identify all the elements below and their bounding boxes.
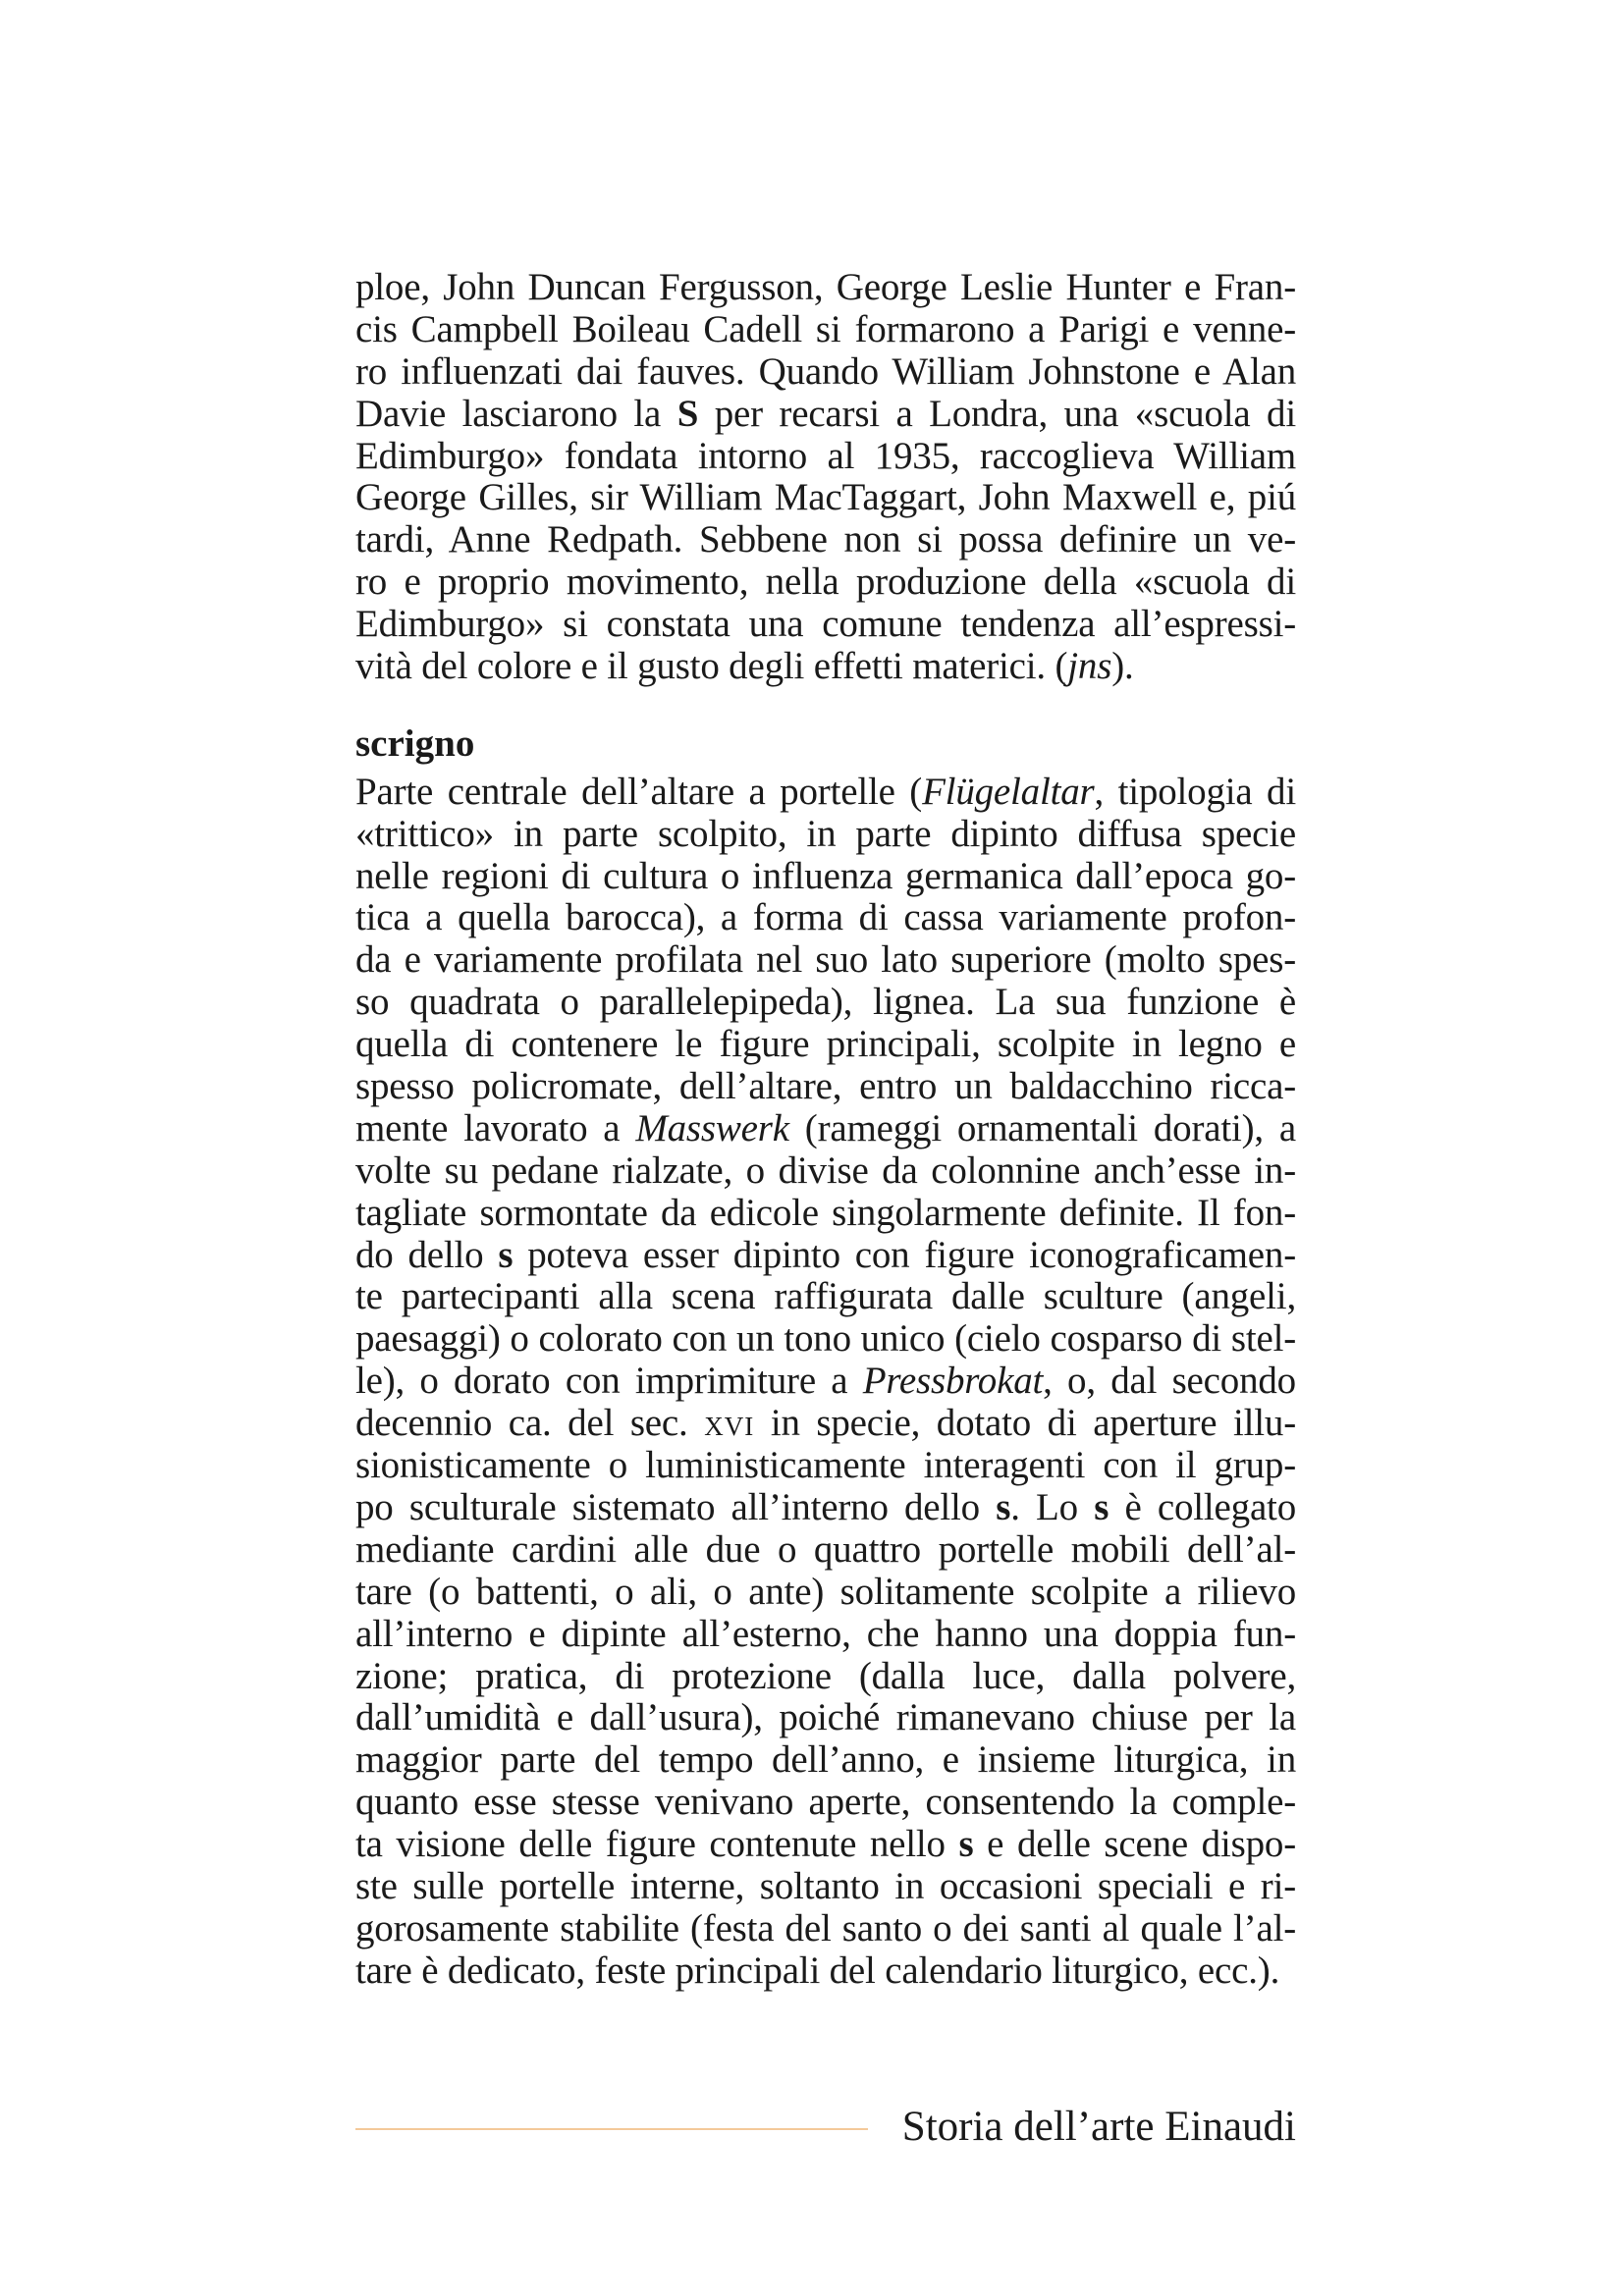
text-run: e delle scene dispo- <box>973 1823 1296 1866</box>
text-line: mediante cardini alle due o quattro portelle mobili dell’al- <box>355 1527 1296 1571</box>
italic-term: Flügelaltar <box>922 770 1095 813</box>
abbrev-bold: s <box>958 1823 974 1866</box>
text-line <box>355 646 1296 688</box>
text-line: all’interno e dipinte all’esterno, che hanno una doppia fun- <box>355 1612 1296 1655</box>
text-run: le), o dorato con imprimiture a <box>355 1360 863 1403</box>
italic-term: Masswerk <box>635 1106 789 1149</box>
entry-text <box>355 772 1296 1993</box>
text-run: . Lo <box>1010 1485 1095 1528</box>
abbrev-bold: s <box>498 1233 514 1276</box>
text-run: ta visione delle figure contenute nello <box>355 1823 959 1866</box>
text-line: zione; pratica, di protezione (dalla luce, dalla polvere, <box>355 1654 1296 1697</box>
text-line: te partecipanti alla scena raffigurata dalle sculture (angeli, <box>355 1275 1296 1318</box>
text-line: Edimburgo» fondata intorno al 1935, raccoglieva William <box>355 434 1296 477</box>
text-line <box>355 1824 1296 1866</box>
italic-term: jns <box>1067 645 1112 688</box>
text-line: maggior parte del tempo dell’anno, e insieme liturgica, in <box>355 1738 1296 1782</box>
page-footer <box>355 2103 1296 2152</box>
text-run: do dello <box>355 1233 499 1276</box>
text-run: per recarsi a Londra, una «scuola di <box>698 392 1296 435</box>
entry-heading: scrigno <box>355 721 475 765</box>
text-line <box>355 1235 1296 1277</box>
abbrev-bold: s <box>996 1485 1011 1528</box>
text-line: quella di contenere le figure principali, scolpite in legno e <box>355 1023 1296 1066</box>
text-line: tardi, Anne Redpath. Sebbene non si possa definire un ve- <box>355 518 1296 561</box>
text-line: tagliate sormontate da edicole singolarmente definite. Il fon- <box>355 1191 1296 1234</box>
text-line: Edimburgo» si constata una comune tendenza all’espressi- <box>355 603 1296 646</box>
text-line: quanto esse stesse venivano aperte, consentendo la comple- <box>355 1781 1296 1824</box>
text-line: cis Campbell Boileau Cadell si formarono a Parigi e venne- <box>355 307 1296 350</box>
text-run: , tipologia di <box>1094 770 1296 813</box>
text-line: dall’umidità e dall’usura), poiché rimanevano chiuse per la <box>355 1696 1296 1739</box>
text-line: volte su pedane rialzate, o divise da colonnine anch’esse in- <box>355 1148 1296 1192</box>
text-run: , o, dal secondo <box>1043 1360 1296 1403</box>
text-run: po sculturale sistemato all’interno dello <box>355 1485 997 1528</box>
text-line: George Gilles, sir William MacTaggart, John Maxwell e, piú <box>355 476 1296 519</box>
text-run: è collegato <box>1109 1485 1296 1528</box>
text-run: poteva esser dipinto con figure iconograficamen- <box>513 1233 1296 1276</box>
text-line <box>355 1361 1296 1403</box>
text-run: (rameggi ornamentali dorati), a <box>788 1106 1296 1149</box>
text-run: ). <box>1111 645 1134 688</box>
abbrev-bold: S <box>676 392 699 435</box>
text-line: gorosamente stabilite (festa del santo o dei santi al quale l’al- <box>355 1906 1296 1949</box>
paragraph-continued <box>355 267 1296 688</box>
text-line: tare (o battenti, o ali, o ante) solitamente scolpite a rilievo <box>355 1570 1296 1613</box>
text-line: ro influenzati dai fauves. Quando William Johnstone e Alan <box>355 349 1296 393</box>
text-line: «trittico» in parte scolpito, in parte dipinto diffusa specie <box>355 812 1296 855</box>
text-run: Davie lasciarono la <box>355 392 677 435</box>
text-line: da e variamente profilata nel suo lato superiore (molto spes- <box>355 938 1296 982</box>
text-run: decennio ca. del sec. <box>355 1402 705 1445</box>
text-line: sionisticamente o luministicamente interagenti con il grup- <box>355 1444 1296 1487</box>
text-run: mente lavorato a <box>355 1106 636 1149</box>
abbrev-bold: s <box>1094 1485 1109 1528</box>
text-line <box>355 394 1296 436</box>
text-line <box>355 1403 1296 1445</box>
text-line <box>355 1487 1296 1529</box>
text-line: nelle regioni di cultura o influenza germanica dall’epoca go- <box>355 854 1296 897</box>
text-line: so quadrata o parallelepipeda), lignea. La sua funzione è <box>355 981 1296 1024</box>
roman-numeral: xvi <box>704 1402 755 1445</box>
text-line: ro e proprio movimento, nella produzione della «scuola di <box>355 561 1296 604</box>
text-run: in specie, dotato di aperture illu- <box>754 1402 1296 1445</box>
text-line <box>355 772 1296 814</box>
text-line: ste sulle portelle interne, soltanto in occasioni speciali e ri- <box>355 1864 1296 1907</box>
text-line: paesaggi) o colorato con un tono unico (cielo cosparso di stel- <box>355 1317 1296 1361</box>
text-line: spesso policromate, dell’altare, entro un baldacchino ricca- <box>355 1065 1296 1108</box>
text-line: tare è dedicato, feste principali del calendario liturgico, ecc.). <box>355 1949 1280 1992</box>
text-line: ploe, John Duncan Fergusson, George Leslie Hunter e Fran- <box>355 266 1296 308</box>
italic-term: Pressbrokat <box>862 1360 1044 1403</box>
footer-title: Storia dell’arte Einaudi <box>901 2104 1296 2150</box>
text-run: vità del colore e il gusto degli effetti materici. ( <box>355 645 1068 688</box>
text-line: tica a quella barocca), a forma di cassa variamente profon- <box>355 896 1296 939</box>
footer-rule <box>355 2128 868 2130</box>
page-body <box>355 267 1296 1993</box>
text-run: Parte centrale dell’altare a portelle ( <box>355 770 923 813</box>
text-line <box>355 1108 1296 1150</box>
